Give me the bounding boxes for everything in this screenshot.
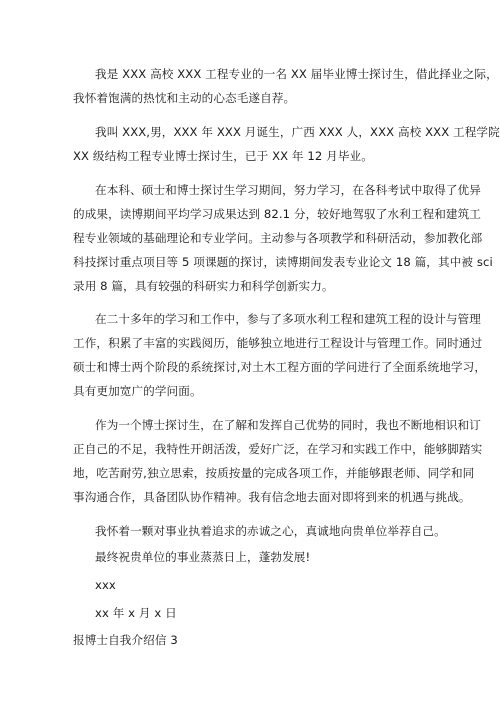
paragraph-line: 科技探讨重点项目等 5 项课题的探讨，读博期间发表专业论文 18 篇，其中被 sci: [73, 255, 493, 269]
paragraph-line: 地，吃苦耐劳,独立思索，按质按量的完成各项工作，并能够跟老师、同学和同: [73, 466, 475, 480]
paragraph-line: 正自己的不足，我特性开朗活泼，爱好广泛，在学习和实践工作中，能够脚踏实: [73, 442, 483, 456]
paragraph-line: 最终祝贵单位的事业蒸蒸日上，蓬勃发展!: [95, 550, 311, 564]
paragraph-line: 录用 8 篇，具有较强的科研实力和科学创新实力。: [73, 279, 334, 293]
paragraph-line: 我是 XXX 高校 XXX 工程专业的一名 XX 届毕业博士探讨生，借此择业之际，: [95, 67, 498, 81]
paragraph-line: 的成果，读博期间平均学习成果达到 82.1 分，较好地驾驭了水利工程和建筑工: [73, 207, 481, 221]
paragraph-line: 硕士和博士两个阶段的系统探讨,对土木工程方面的学问进行了全面系统地学习，: [73, 360, 487, 374]
paragraph-line: 作为一个博士探讨生，在了解和发挥自己优势的同时，我也不断地相识和订: [95, 418, 481, 432]
paragraph-line: 程专业领域的基础理论和专业学问。主动参与各项教学和科研活动，参加教化部: [73, 231, 483, 245]
paragraph-line: 具有更加宽广的学问面。: [73, 384, 202, 398]
paragraph-line: 我怀着一颗对事业执着追求的赤诚之心，真诚地向贵单位举荐自己。: [95, 524, 446, 538]
signature-date: xx 年 x 月 x 日: [95, 606, 177, 620]
paragraph-line: 我叫 XXX,男，XXX 年 XXX 月诞生，广西 XXX 人，XXX 高校 XXX 工程学院: [95, 125, 500, 139]
next-section-title: 报博士自我介绍信 3: [73, 633, 178, 647]
paragraph-line: 事沟通合作，具备团队协作精神。我有信念地去面对即将到来的机遇与挑战。: [73, 490, 471, 504]
paragraph-line: 工作，积累了丰富的实践阅历，能够独立地进行工程设计与管理工作。同时通过: [73, 336, 483, 350]
paragraph-line: 在二十多年的学习和工作中，参与了多项水利工程和建筑工程的设计与管理: [95, 312, 481, 326]
paragraph-line: 在本科、硕士和博士探讨生学习期间，努力学习，在各科考试中取得了优异: [95, 183, 481, 197]
signature-name: xxx: [95, 578, 116, 592]
paragraph-line: 我怀着饱满的热忱和主动的心态毛遂自荐。: [73, 91, 296, 105]
paragraph-line: XX 级结构工程专业博士探讨生，已于 XX 年 12 月毕业。: [73, 149, 373, 163]
